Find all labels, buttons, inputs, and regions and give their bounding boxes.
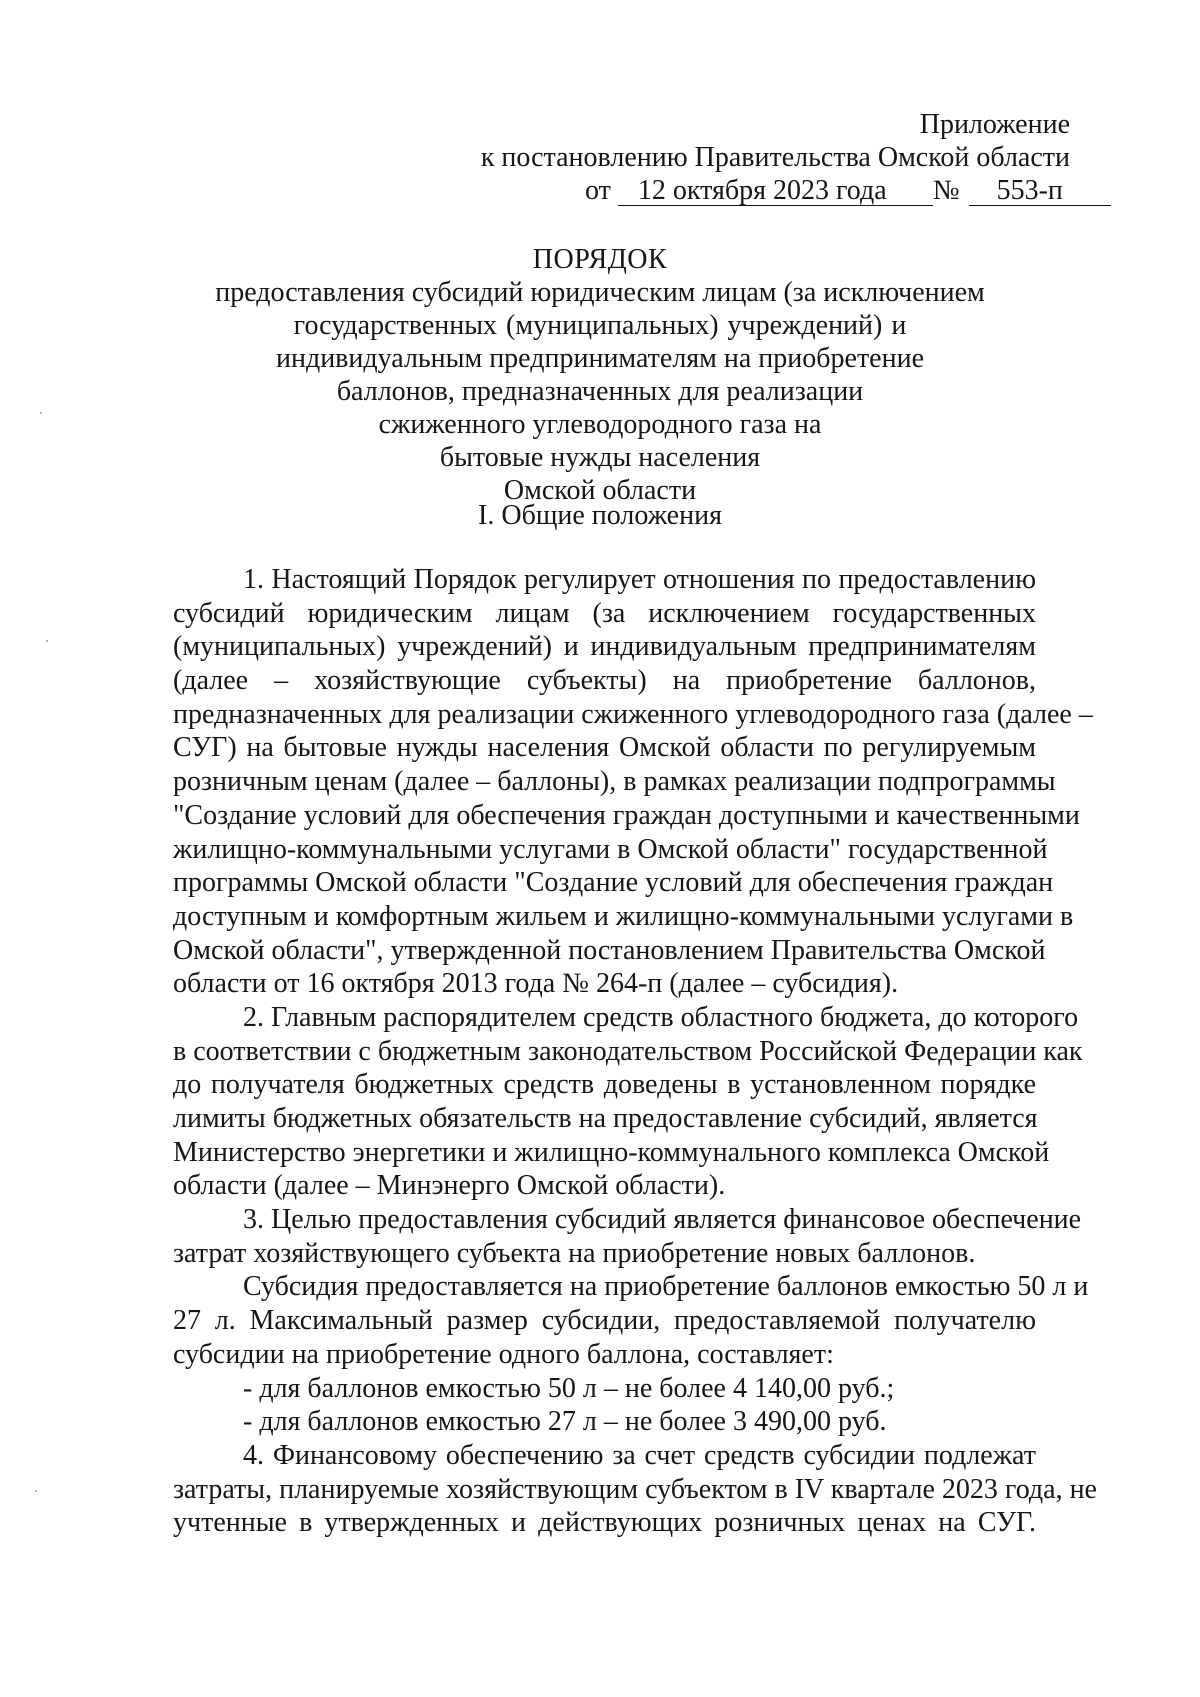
title-line: государственных (муниципальных) учреждений) и <box>293 310 907 341</box>
body-line: субсидий юридическим лицам (за исключением государственных <box>173 597 1036 629</box>
list-item: - для баллонов емкостью 27 л – не более 3 490,00 руб. <box>243 1406 887 1438</box>
body-line: учтенные в утвержденных и действующих розничных ценах на СУГ. <box>173 1507 1036 1539</box>
title-line: баллонов, предназначенных для реализации <box>336 376 864 407</box>
body-line: затрат хозяйствующего субъекта на приобретение новых баллонов. <box>173 1237 976 1269</box>
body-line: жилищно-коммунальными услугами в Омской области" государственной <box>173 833 1048 865</box>
body-line: 27 л. Максимальный размер субсидии, предоставляемой получателю <box>173 1305 1036 1337</box>
body-line: СУГ) на бытовые нужды населения Омской области по регулируемым <box>173 732 1036 764</box>
document-title-block <box>140 243 1060 507</box>
body-line: 3. Целью предоставления субсидий является финансовое обеспечение <box>243 1204 1082 1236</box>
document-body <box>173 563 1097 1540</box>
body-line: области (далее – Минэнерго Омской области). <box>173 1170 726 1202</box>
title-line: предоставления субсидий юридическим лицам (за исключением <box>215 277 985 308</box>
body-line: (муниципальных) учреждений) и индивидуальным предпринимателям <box>173 631 1036 663</box>
body-line: "Создание условий для обеспечения граждан доступными и качественными <box>173 799 1080 831</box>
body-line: до получателя бюджетных средств доведены в установленном порядке <box>173 1069 1036 1101</box>
body-line: в соответствии с бюджетным законодательством Российской Федерации как <box>173 1035 1083 1067</box>
body-line: 2. Главным распорядителем средств областного бюджета, до которого <box>243 1001 1079 1033</box>
body-line: Омской области", утвержденной постановлением Правительства Омской <box>173 934 1046 966</box>
document-title: ПОРЯДОК <box>532 244 668 275</box>
resolution-date: 12 октября 2023 года <box>618 177 933 206</box>
body-line: розничным ценам (далее – баллоны), в рамках реализации подпрограммы <box>173 766 1056 798</box>
title-line: сжиженного углеводородного газа на <box>378 409 822 440</box>
body-line: субсидии на приобретение одного баллона, составляет: <box>173 1338 834 1370</box>
resolution-number: 553-п <box>969 177 1111 206</box>
body-line: 1. Настоящий Порядок регулирует отношения по предоставлению <box>243 564 1036 595</box>
body-line: Министерство энергетики и жилищно-коммунального комплекса Омской <box>173 1136 1050 1168</box>
appendix-label: Приложение <box>919 109 1070 140</box>
approval-block <box>450 108 1070 207</box>
body-line: доступным и комфортным жильем и жилищно-коммунальными услугами в <box>173 900 1074 932</box>
body-line: предназначенных для реализации сжиженного углеводородного газа (далее – <box>173 698 1093 730</box>
body-line: Субсидия предоставляется на приобретение баллонов емкостью 50 л и <box>243 1271 1089 1303</box>
scan-speck <box>35 1490 37 1492</box>
body-line: затраты, планируемые хозяйствующим субъектом в IV квартале 2023 года, не <box>173 1473 1097 1505</box>
resolution-date-line <box>450 174 1070 207</box>
body-line: лимиты бюджетных обязательств на предоставление субсидий, является <box>173 1103 1038 1134</box>
title-line: Омской области <box>503 475 697 506</box>
list-item: - для баллонов емкостью 50 л – не более 4 140,00 руб.; <box>243 1372 895 1404</box>
body-line: (далее – хозяйствующие субъекты) на приобретение баллонов, <box>173 665 1036 697</box>
body-line: программы Омской области "Создание условий для обеспечения граждан <box>173 867 1054 899</box>
body-line: области от 16 октября 2013 года № 264-п (далее – субсидия). <box>173 968 899 1000</box>
scan-speck <box>40 412 42 414</box>
scan-speck <box>46 640 48 642</box>
number-label: № <box>932 175 960 206</box>
title-line: бытовые нужды населения <box>439 442 761 473</box>
resolution-reference: к постановлению Правительства Омской области <box>480 142 1070 173</box>
body-line: 4. Финансовому обеспечению за счет средств субсидии подлежат <box>243 1439 1036 1471</box>
from-label: от <box>585 175 611 206</box>
title-line: индивидуальным предпринимателям на приобретение <box>275 343 925 374</box>
section-heading: I. Общие положения <box>478 500 722 531</box>
